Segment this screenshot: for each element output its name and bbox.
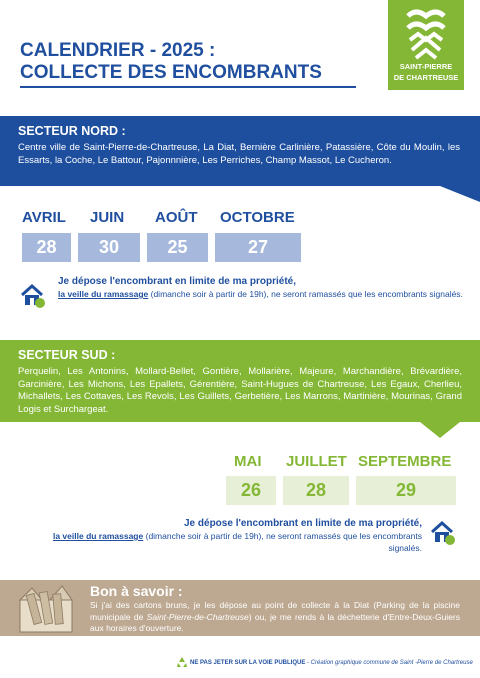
- south-day-3: 29: [356, 476, 456, 505]
- sector-north-heading: SECTEUR NORD :: [18, 124, 126, 138]
- north-instruction-strong: Je dépose l'encombrant en limite de ma propriété,: [58, 276, 296, 287]
- north-day-1: 28: [22, 233, 71, 262]
- south-day-2: 28: [283, 476, 349, 505]
- recycle-icon: [176, 656, 188, 668]
- south-instruction-rest: (dimanche soir à partir de 19h), ne seront ramassés que les encombrants signalés.: [145, 531, 422, 553]
- cardboard-boxes-icon: [16, 584, 78, 634]
- banner-pointer: [440, 186, 480, 202]
- north-day-3: 25: [147, 233, 208, 262]
- sector-north-villages: Centre ville de Saint-Pierre-de-Chartreuse, La Diat, Bernière Carlinière, Patassière, Côte du Moulin, les Essarts, la Coche, Le Battour, Pajonnnière, Les Perriches, Champ Massot, Le Cucheron.: [18, 142, 460, 166]
- south-month-2: JUILLET: [286, 453, 347, 470]
- south-day-1: 26: [226, 476, 276, 505]
- good-to-know-text-part-1: Si j'ai des cartons bruns, je les dépose au point de collecte à la Diat (Parking de la piscine municipale de: [90, 600, 460, 622]
- north-month-4: OCTOBRE: [220, 209, 295, 226]
- good-to-know-text-part-2: ) ou, je me rends à la déchetterie d'Entre-Deux-Guiers aux horaires d'ouverture.: [90, 611, 460, 633]
- north-month-3: AOÛT: [155, 209, 198, 226]
- good-to-know-title: Bon à savoir :: [90, 583, 183, 599]
- north-instructions: [58, 276, 468, 300]
- footer-credit: [190, 660, 473, 666]
- good-to-know-text: [90, 600, 460, 635]
- north-instruction-rest: (dimanche soir à partir de 19h), ne seront ramassés que les encombrants signalés.: [150, 289, 463, 299]
- south-month-1: MAI: [234, 453, 262, 470]
- mountain-waves-icon: [404, 8, 448, 60]
- logo-name-line-2: DE CHARTREUSE: [393, 73, 459, 82]
- north-day-4: 27: [215, 233, 301, 262]
- title-underline: [20, 86, 356, 88]
- north-month-2: JUIN: [90, 209, 125, 226]
- good-to-know-text-emphasis: Saint-Pierre-de-Chartreuse: [146, 611, 249, 622]
- north-month-1: AVRIL: [22, 209, 66, 226]
- south-instructions: [40, 518, 422, 554]
- banner-pointer: [420, 422, 460, 438]
- south-month-3: SEPTEMBRE: [358, 453, 452, 470]
- footer-separator: -: [305, 660, 311, 666]
- north-instruction-underline: la veille du ramassage: [58, 289, 149, 299]
- title-line-2: COLLECTE DES ENCOMBRANTS: [20, 62, 322, 83]
- sector-south-villages: Perquelin, Les Antonins, Mollard-Bellet, Gontière, Mollarière, Majeure, Marchandière, Brévardière, Garcinière, Les Michons, Les Epallets, Gérentière, Saint-Hugues de Chartreuse, Les Egaux, Cherlieu, Michallets, Les Cottaves, Les Revols, Les Guillets, Gerbetière, Les Marrons, Martinière, Mourinas, Grand Logis et Surchargeat.: [18, 366, 462, 415]
- house-icon: [20, 283, 46, 309]
- south-instruction-underline: la veille du ramassage: [52, 531, 144, 541]
- sector-north-banner: [0, 116, 480, 186]
- footer-warning: NE PAS JETER SUR LA VOIE PUBLIQUE: [190, 660, 306, 666]
- logo-name-line-1: SAINT-PIERRE: [399, 62, 453, 71]
- north-day-2: 30: [78, 233, 140, 262]
- municipality-logo: [388, 0, 464, 90]
- footer-credit-text: Création graphique commune de Saint -Pierre de Chartreuse: [310, 660, 473, 666]
- page-title: [20, 40, 360, 84]
- sector-south-banner: [0, 340, 480, 422]
- south-instruction-strong: Je dépose l'encombrant en limite de ma propriété,: [184, 518, 422, 529]
- sector-south-heading: SECTEUR SUD :: [18, 348, 116, 362]
- good-to-know-banner: [0, 580, 480, 636]
- title-line-1: CALENDRIER - 2025 :: [20, 40, 216, 61]
- house-icon: [430, 520, 456, 546]
